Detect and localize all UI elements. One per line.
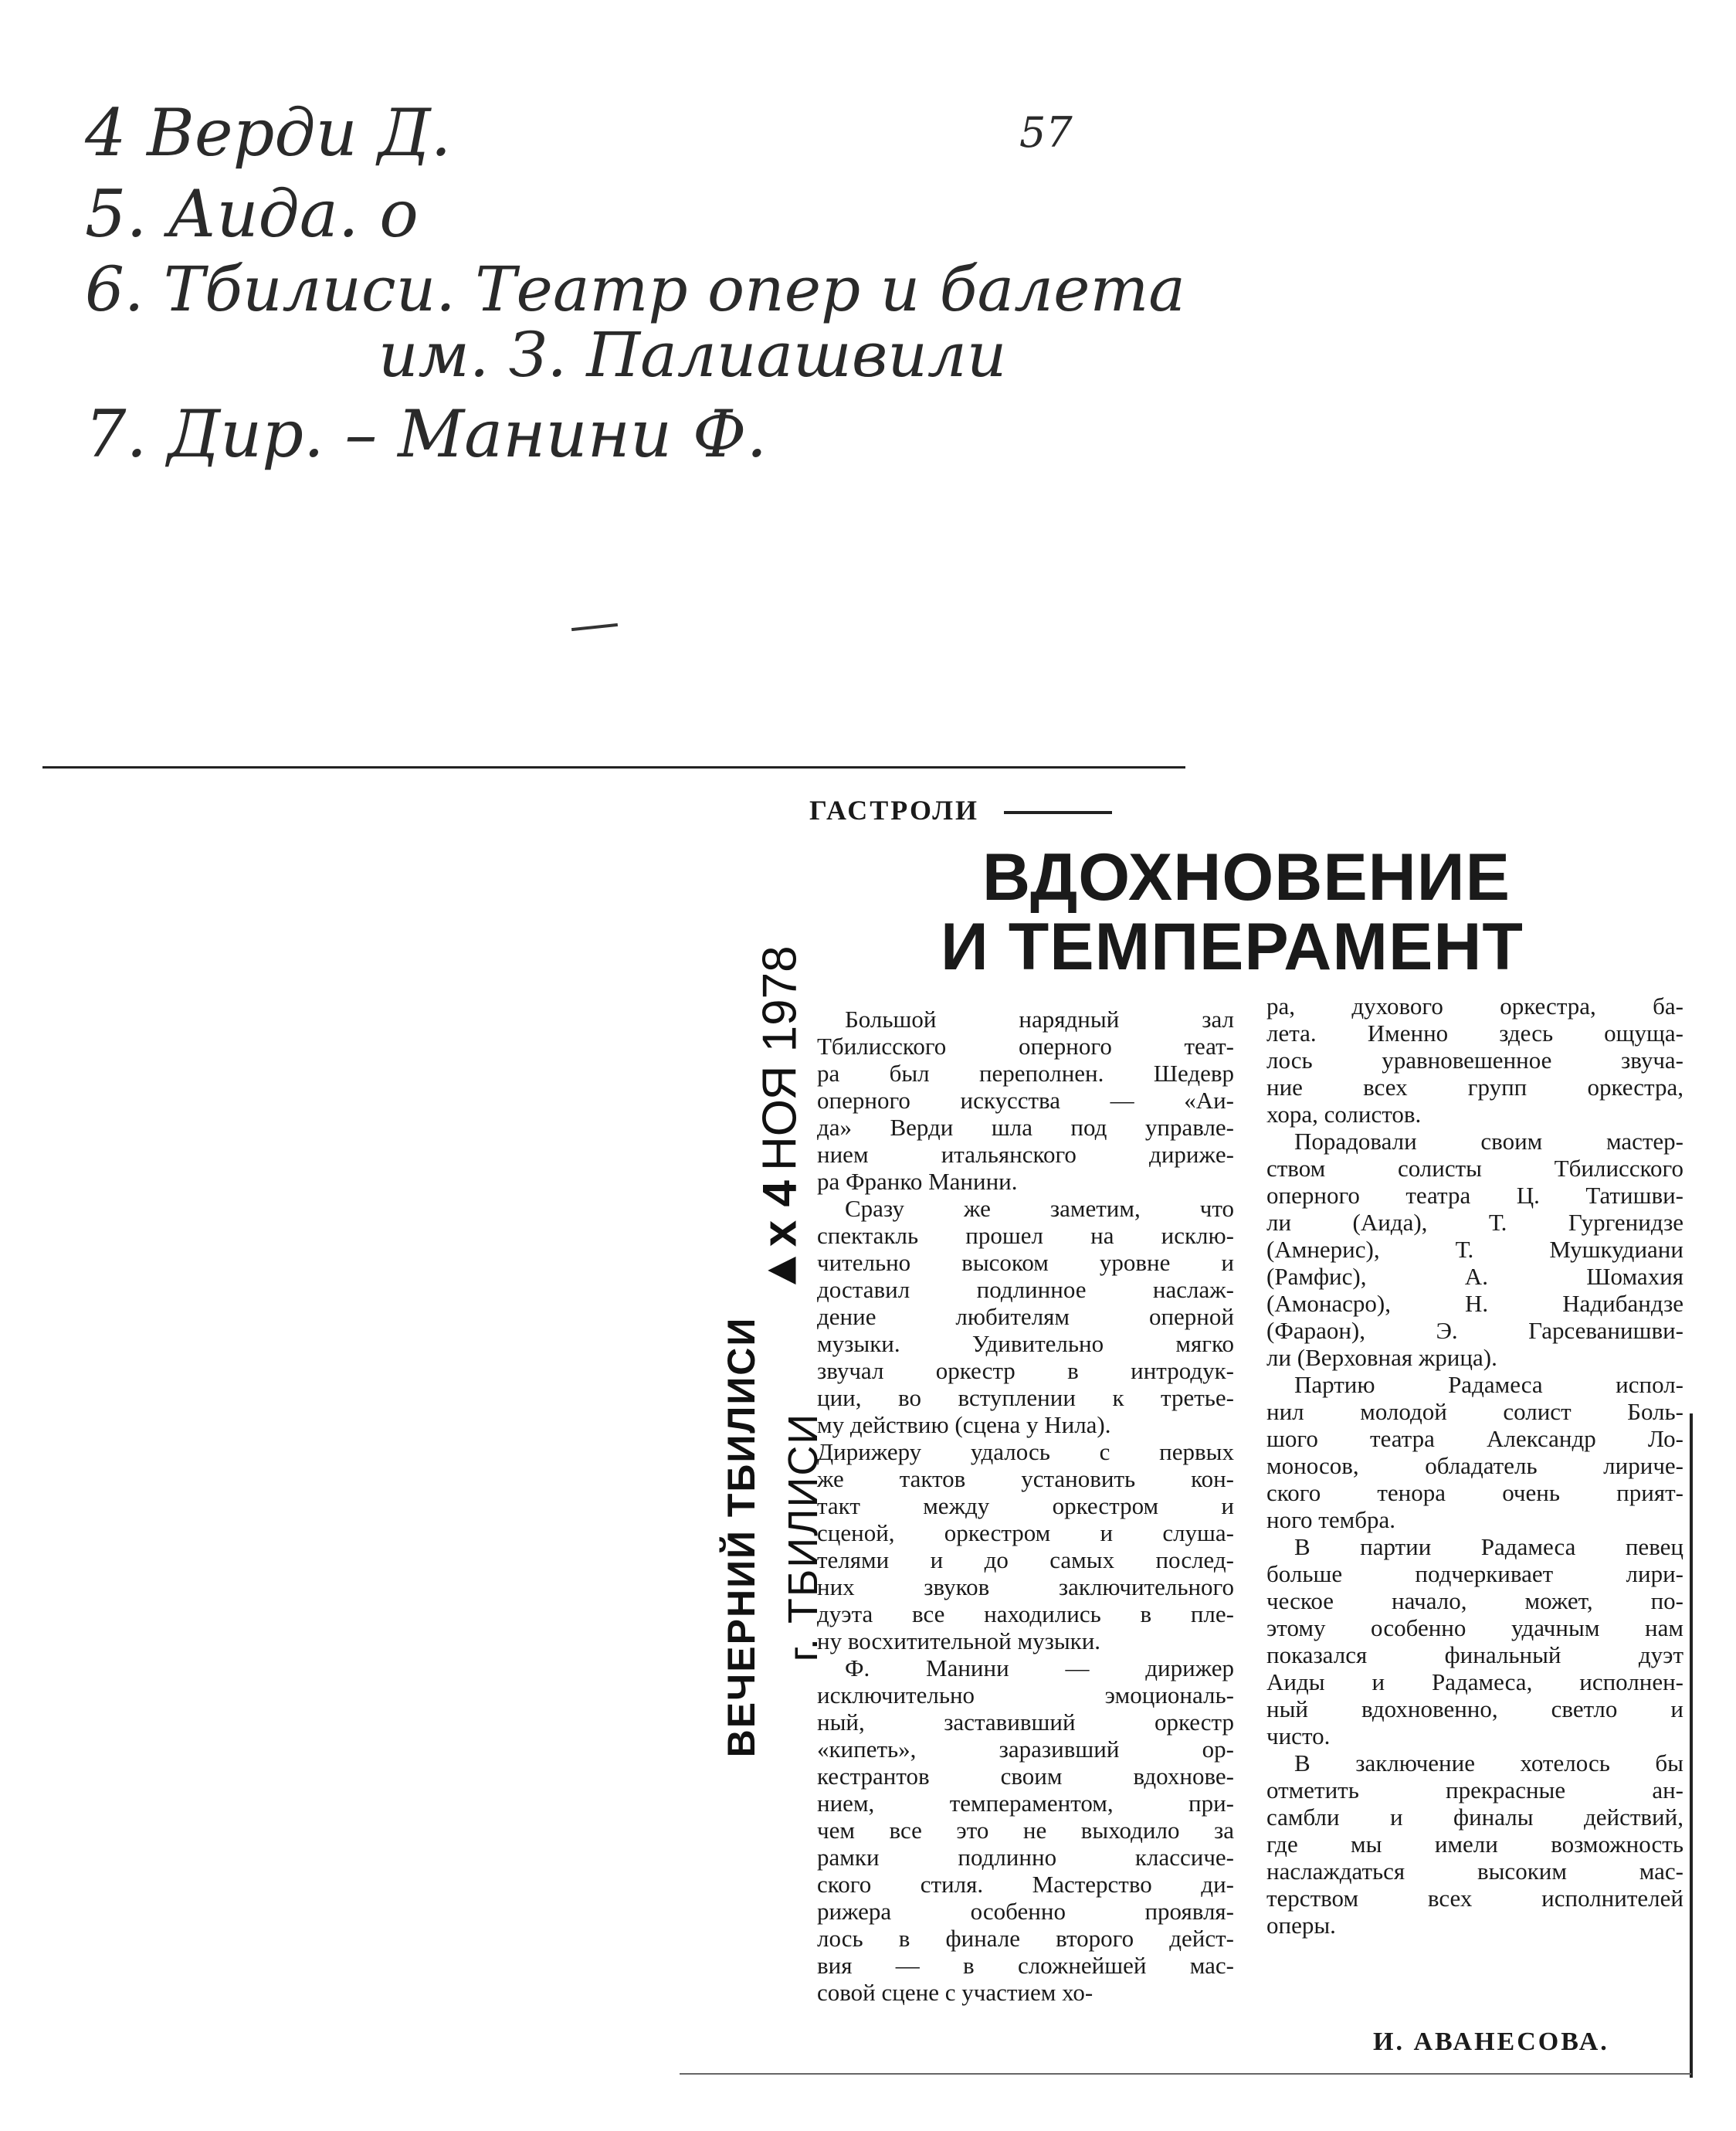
article-line: самбли и финалы действий, xyxy=(1266,1804,1683,1831)
article-line: ством солисты Тбилисского xyxy=(1266,1155,1683,1182)
article-line: музыки. Удивительно мягко xyxy=(817,1330,1234,1357)
article-line: ции, во вступлении к третье- xyxy=(817,1384,1234,1411)
article-line: спектакль прошел на исклю- xyxy=(817,1222,1234,1249)
article-line: ли (Аида), Т. Гургенидзе xyxy=(1266,1209,1683,1236)
stamp-date: НОЯ 1978 xyxy=(753,945,807,1172)
article-line: чительно высоком уровне и xyxy=(817,1249,1234,1276)
article-line: Тбилисского оперного теат- xyxy=(817,1033,1234,1060)
article-line: шого театра Александр Ло- xyxy=(1266,1425,1683,1452)
article-line: хора, солистов. xyxy=(1266,1101,1422,1128)
article-line: кестрантов своим вдохнове- xyxy=(817,1763,1234,1790)
handwritten-note-theatre-name: им. З. Палиашвили xyxy=(378,319,1007,391)
article-line: оперного искусства — «Аи- xyxy=(817,1087,1234,1114)
article-line: оперы. xyxy=(1266,1912,1336,1939)
article-line: совой сцене с участием хо- xyxy=(817,1979,1093,2006)
article-line: Аиды и Радамеса, исполнен- xyxy=(1266,1668,1683,1695)
clipping-bottom-edge xyxy=(680,2073,1691,2075)
article-line: сценой, оркестром и слуша- xyxy=(817,1519,1234,1546)
article-line: ра, духового оркестра, ба- xyxy=(1266,993,1683,1020)
masthead-city: г. ТБИЛИСИ xyxy=(780,1412,826,1662)
article-line: лось уравновешенное звуча- xyxy=(1266,1047,1683,1074)
article-line: дение любителям оперной xyxy=(817,1303,1234,1330)
article-line: больше подчеркивает лири- xyxy=(1266,1560,1683,1587)
article-line: (Рамфис), А. Шомахия xyxy=(1266,1263,1683,1290)
article-line: (Фараон), Э. Гарсеванишви- xyxy=(1266,1317,1683,1344)
handwritten-note-conductor: 7. Дир. – Манини Ф. xyxy=(85,396,768,472)
article-column-left xyxy=(817,1006,1234,2006)
article-line: му действию (сцена у Нила). xyxy=(817,1411,1111,1438)
article-line: где мы имели возможность xyxy=(1266,1831,1683,1858)
article-line: Ф. Манини — дирижер xyxy=(845,1654,1234,1681)
article-line: лось в финале второго дейст- xyxy=(817,1925,1234,1952)
article-line: Порадовали своим мастер- xyxy=(1294,1128,1683,1155)
article-line: Большой нарядный зал xyxy=(845,1006,1234,1033)
rubric-label: ГАСТРОЛИ xyxy=(809,795,980,826)
article-line: (Амнерис), Т. Мушкудиани xyxy=(1266,1236,1683,1263)
article-line: ного тембра. xyxy=(1266,1506,1395,1533)
article-line: доставил подлинное наслаж- xyxy=(817,1276,1234,1303)
headline-line-2: И ТЕМПЕРАМЕНТ xyxy=(941,910,1524,984)
article-line: звучал оркестр в интродук- xyxy=(817,1357,1234,1384)
article-line: ческое начало, может, по- xyxy=(1266,1587,1683,1614)
article-line: показался финальный дуэт xyxy=(1266,1641,1683,1668)
article-line: ского стиля. Мастерство ди- xyxy=(817,1871,1234,1898)
article-line: терством всех исполнителей xyxy=(1266,1885,1683,1912)
separator-line xyxy=(42,766,1185,769)
article-line: ра Франко Манини. xyxy=(817,1168,1018,1195)
article-line: рамки подлинно классиче- xyxy=(817,1844,1234,1871)
article-line: «кипеть», заразивший ор- xyxy=(817,1736,1234,1763)
pencil-stroke xyxy=(571,623,618,631)
article-line: вия — в сложнейшей мас- xyxy=(817,1952,1234,1979)
article-line: дуэта все находились в пле- xyxy=(817,1600,1234,1627)
stamp-marks: ▲x 4 xyxy=(753,1180,807,1295)
article-line: да» Верди шла под управле- xyxy=(817,1114,1234,1141)
article-line: чисто. xyxy=(1266,1722,1331,1749)
article-line: нием, темпераментом, при- xyxy=(817,1790,1234,1817)
article-line: В заключение хотелось бы xyxy=(1294,1749,1683,1776)
handwritten-note-opera: 5. Аида. о xyxy=(85,176,419,252)
article-line: отметить прекрасные ан- xyxy=(1266,1776,1683,1804)
article-line: (Амонасро), Н. Надибандзе xyxy=(1266,1290,1683,1317)
article-line: Партию Радамеса испол- xyxy=(1294,1371,1683,1398)
article-line: рижера особенно проявля- xyxy=(817,1898,1234,1925)
article-byline: И. АВАНЕСОВА. xyxy=(1373,2028,1609,2056)
article-line: такт между оркестром и xyxy=(817,1492,1234,1519)
article-line: ну восхитительной музыки. xyxy=(817,1627,1101,1654)
article-line: В партии Радамеса певец xyxy=(1294,1533,1683,1560)
masthead-title: ВЕЧЕРНИЙ ТБИЛИСИ xyxy=(720,1316,763,1758)
article-line: нил молодой солист Боль- xyxy=(1266,1398,1683,1425)
article-line: Сразу же заметим, что xyxy=(845,1195,1234,1222)
headline-line-1: ВДОХНОВЕНИЕ xyxy=(982,840,1511,914)
article-line: ского тенора очень прият- xyxy=(1266,1479,1683,1506)
handwritten-note-composer: 4 Верди Д. xyxy=(85,95,452,171)
article-line: оперного театра Ц. Татишви- xyxy=(1266,1182,1683,1209)
handwritten-note-theatre: 6. Тбилиси. Театр опер и балета xyxy=(85,253,1185,325)
article-line: них звуков заключительного xyxy=(817,1573,1234,1600)
article-line: ра был переполнен. Шедевр xyxy=(817,1060,1234,1087)
article-line: же тактов установить кон- xyxy=(817,1465,1234,1492)
handwritten-page-number: 57 xyxy=(1019,108,1073,157)
article-line: нием итальянского дирижe- xyxy=(817,1141,1234,1168)
article-line: моносов, обладатель лириче- xyxy=(1266,1452,1683,1479)
article-line: ние всех групп оркестра, xyxy=(1266,1074,1683,1101)
article-line: ли (Верховная жрица). xyxy=(1266,1344,1497,1371)
article-line: Дирижеру удалось с первых xyxy=(817,1438,1234,1465)
article-line: ный вдохновенно, светло и xyxy=(1266,1695,1683,1722)
article-line: исключительно эмоциональ- xyxy=(817,1681,1234,1709)
article-line: ный, заставивший оркестр xyxy=(817,1709,1234,1736)
clipping-right-edge xyxy=(1690,1413,1693,2078)
article-line: наслаждаться высоким мас- xyxy=(1266,1858,1683,1885)
article-column-right xyxy=(1266,993,1683,1939)
article-line: чем все это не выходило за xyxy=(817,1817,1234,1844)
rubric-rule xyxy=(1004,811,1112,814)
article-line: этому особенно удачным нам xyxy=(1266,1614,1683,1641)
article-line: лета. Именно здесь ощуща- xyxy=(1266,1020,1683,1047)
article-line: телями и до самых послед- xyxy=(817,1546,1234,1573)
